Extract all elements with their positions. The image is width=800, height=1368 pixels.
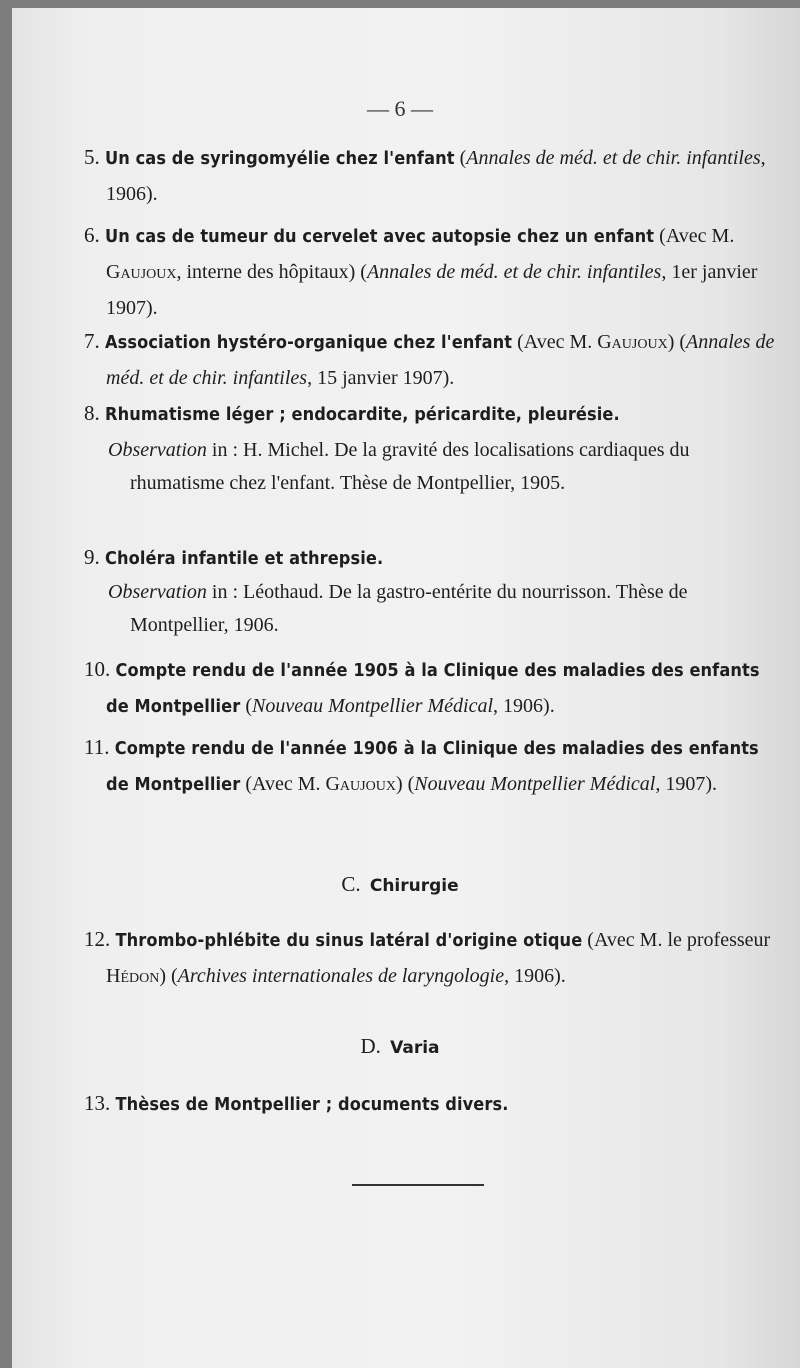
page-number: — 6 — (367, 96, 433, 121)
observation-label: Observation (108, 439, 207, 461)
journal-name: Nouveau Montpellier Médical (414, 773, 656, 795)
entry-number: 13. (84, 1091, 111, 1115)
entry-number: 12. (84, 927, 111, 951)
entry-number: 5. (84, 145, 100, 169)
journal-name: Nouveau Montpellier Médical (252, 695, 494, 717)
entry-number: 6. (84, 223, 100, 247)
entry-title: Choléra infantile et athrepsie. (105, 548, 384, 569)
entry-title: Rhumatisme léger ; endocardite, péricardite, pleurésie. (105, 404, 620, 425)
observation-note-8 (108, 434, 780, 500)
publication-entry-5: 5. Un cas de syringomyélie chez l'enfant (Annales de méd. et de chir. infantiles, 1906). (84, 145, 766, 205)
publication-entry-6: 6. Un cas de tumeur du cervelet avec autopsie chez un enfant (Avec M. Gaujoux, interne des hôpitaux) (Annales de méd. et de chir. infantiles, 1er janvier 1907). (84, 223, 758, 319)
observation-text: in : H. Michel. De la gravité des localisations cardiaques du rhumatisme chez l'enfant. Thèse de Montpellier, 1905. (130, 439, 690, 494)
section-name: Varia (390, 1038, 440, 1058)
publication-entry-13 (84, 1086, 778, 1122)
coauthor-name: Hédon (106, 965, 160, 987)
coauthor-name: Gaujoux (106, 261, 177, 283)
entry-title: Un cas de tumeur du cervelet avec autopsie chez un enfant (105, 226, 655, 247)
observation-text: in : Léothaud. De la gastro-entérite du nourrisson. Thèse de Montpellier, 1906. (130, 581, 688, 636)
end-rule (352, 1184, 484, 1186)
publication-entry-9 (84, 540, 778, 576)
observation-label: Observation (108, 581, 207, 603)
entry-number: 8. (84, 401, 100, 425)
section-letter: C. (341, 872, 361, 896)
publication-entry-7: 7. Association hystéro-organique chez l'enfant (Avec M. Gaujoux) (Annales de méd. et de chir. infantiles, 15 janvier 1907). (84, 329, 775, 389)
journal-name: Annales de méd. et de chir. infantiles (366, 261, 662, 283)
publication-entry-8 (84, 396, 778, 432)
entry-title: Compte rendu de l'année 1906 à la Clinique des maladies des enfants de Montpellier (106, 738, 759, 795)
journal-name: Annales de méd. et de chir. infantiles (466, 147, 761, 169)
entry-title: Compte rendu de l'année 1905 à la Clinique des maladies des enfants de Montpellier (106, 660, 760, 717)
section-heading-varia (0, 1034, 800, 1059)
coauthor-name: Gaujoux (325, 773, 396, 795)
observation-note-9 (108, 576, 780, 642)
entry-title: Un cas de syringomyélie chez l'enfant (105, 148, 455, 169)
entry-number: 9. (84, 545, 100, 569)
section-name: Chirurgie (369, 876, 459, 896)
entry-number: 7. (84, 329, 100, 353)
entry-number: 10. (84, 657, 111, 681)
entry-title: Thèses de Montpellier ; documents divers. (115, 1094, 509, 1115)
publication-entry-11: 11. Compte rendu de l'année 1906 à la Clinique des maladies des enfants de Montpellier (Avec M. Gaujoux) (Nouveau Montpellier Médical, 1907). (84, 735, 759, 795)
publication-entry-10: 10. Compte rendu de l'année 1905 à la Clinique des maladies des enfants de Montpellier (Nouveau Montpellier Médical, 1906). (84, 657, 760, 717)
section-heading-chirurgie (0, 872, 800, 897)
entry-title: Association hystéro-organique chez l'enfant (105, 332, 513, 353)
section-letter: D. (360, 1034, 381, 1058)
coauthor-name: Gaujoux (597, 331, 668, 353)
entry-title: Thrombo-phlébite du sinus latéral d'origine otique (115, 930, 583, 951)
journal-name: Annales de méd. et de chir. infantiles (106, 331, 775, 389)
journal-name: Archives internationales de laryngologie (177, 965, 505, 987)
entry-number: 11. (84, 735, 110, 759)
publication-entry-12: 12. Thrombo-phlébite du sinus latéral d'origine otique (Avec M. le professeur Hédon) (Archives internationales de laryngologie, 1906). (84, 927, 771, 987)
